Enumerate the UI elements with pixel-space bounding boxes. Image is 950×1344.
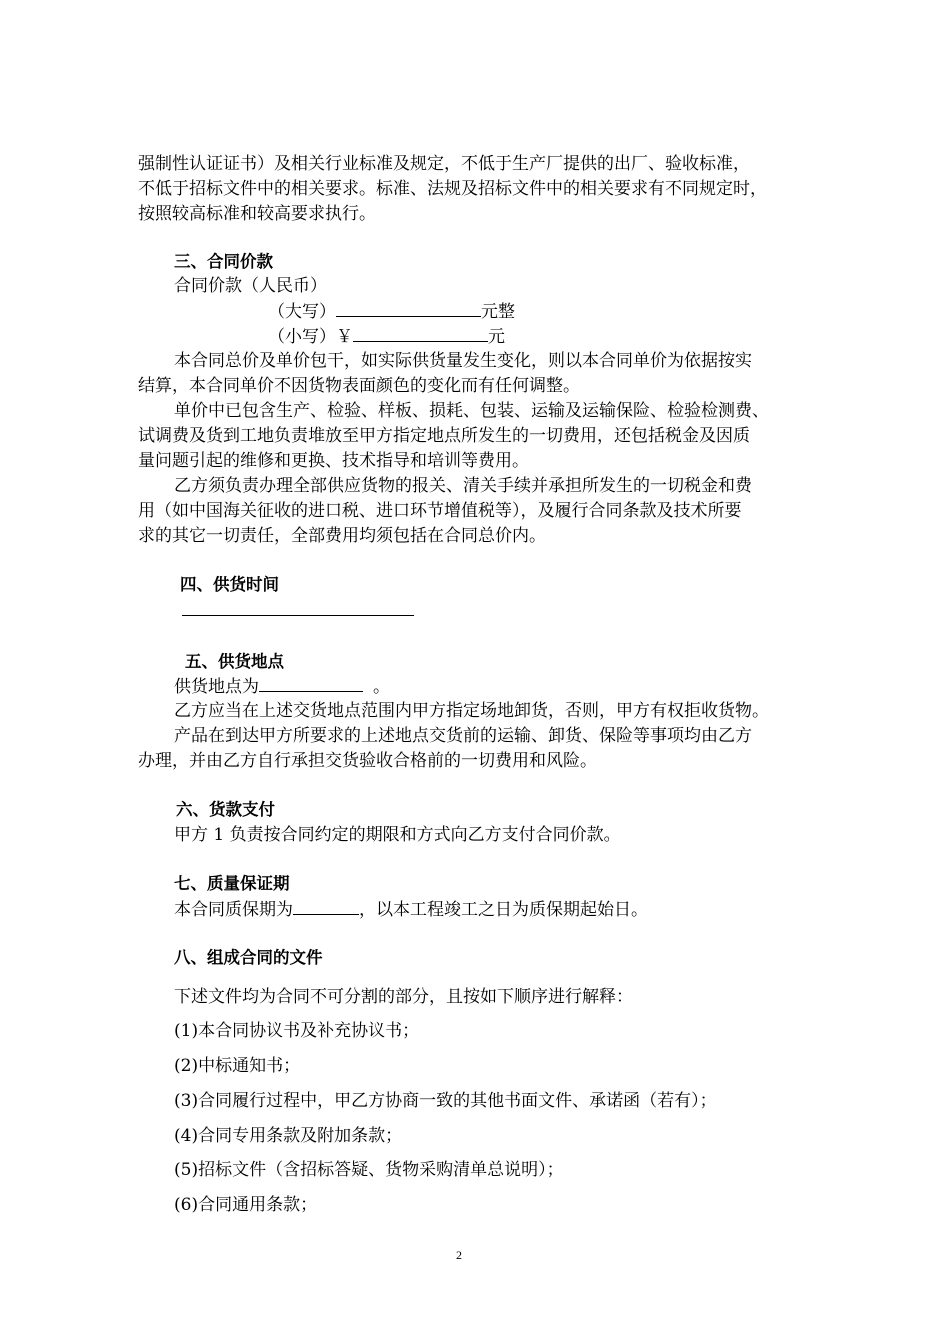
- section-8-title: 八、组成合同的文件: [174, 948, 323, 967]
- contract-doc-item: (2)中标通知书；: [174, 1056, 301, 1076]
- price-lowercase-suffix: 元: [488, 327, 505, 347]
- section-3-para-3-line-3: 求的其它一切责任，全部费用均须包括在合同总价内。: [138, 526, 546, 546]
- section-6-para-1: 甲方 1 负责按合同约定的期限和方式向乙方支付合同价款。: [174, 825, 621, 845]
- supply-place-suffix: 。: [373, 677, 390, 697]
- section-3-para-2-line-1: 单价中已包含生产、检验、样板、损耗、包装、运输及运输保险、检验检测费、: [174, 401, 769, 421]
- section-3-para-2-line-3: 量问题引起的维修和更换、技术指导和培训等费用。: [138, 451, 529, 471]
- section-8-intro: 下述文件均为合同不可分割的部分，且按如下顺序进行解释：: [174, 987, 633, 1007]
- section-5-para-2-line-2: 办理，并由乙方自行承担交货验收合格前的一切费用和风险。: [138, 751, 597, 771]
- section-3-title: 三、合同价款: [174, 252, 273, 271]
- price-uppercase-prefix: （大写）: [268, 302, 336, 322]
- section-5-title: 五、供货地点: [185, 652, 284, 671]
- supply-place-blank[interactable]: [259, 674, 363, 692]
- price-uppercase-blank[interactable]: [336, 299, 481, 317]
- intro-line-3: 按照较高标准和较高要求执行。: [138, 204, 376, 224]
- warranty-period-blank[interactable]: [293, 897, 359, 915]
- price-lowercase-line: [268, 324, 505, 349]
- intro-line-2: 不低于招标文件中的相关要求。标准、法规及招标文件中的相关要求有不同规定时，: [138, 179, 767, 199]
- page-number: 2: [456, 1248, 462, 1262]
- contract-doc-item: (5)招标文件（含招标答疑、货物采购清单总说明）；: [174, 1160, 564, 1180]
- section-3-para-3-line-2: 用（如中国海关征收的进口税、进口环节增值税等），及履行合同条款及技术所要: [138, 501, 742, 521]
- contract-doc-item: (4)合同专用条款及附加条款；: [174, 1126, 403, 1146]
- price-uppercase-suffix: 元整: [481, 302, 515, 322]
- intro-line-1: 强制性认证证书）及相关行业标准及规定，不低于生产厂提供的出厂、验收标准，: [138, 154, 750, 174]
- contract-doc-item: (6)合同通用条款；: [174, 1195, 318, 1215]
- price-uppercase-line: [268, 299, 515, 324]
- warranty-prefix: 本合同质保期为: [174, 900, 293, 920]
- supply-place-line: [174, 674, 390, 699]
- section-3-para-3-line-1: 乙方须负责办理全部供应货物的报关、清关手续并承担所发生的一切税金和费: [174, 476, 752, 496]
- section-3-para-1-line-1: 本合同总价及单价包干，如实际供货量发生变化，则以本合同单价为依据按实: [174, 351, 752, 371]
- warranty-suffix: ，以本工程竣工之日为质保期起始日。: [359, 900, 648, 920]
- section-3-para-2-line-2: 试调费及货到工地负责堆放至甲方指定地点所发生的一切费用，还包括税金及因质: [138, 426, 750, 446]
- supply-place-prefix: 供货地点为: [174, 677, 259, 697]
- price-label: 合同价款（人民币）: [174, 276, 327, 296]
- contract-doc-item: (3)合同履行过程中，甲乙方协商一致的其他书面文件、承诺函（若有）；: [174, 1091, 717, 1111]
- section-5-para-1: 乙方应当在上述交货地点范围内甲方指定场地卸货，否则，甲方有权拒收货物。: [174, 701, 769, 721]
- section-4-title: 四、供货时间: [180, 575, 279, 594]
- contract-doc-item: (1)本合同协议书及补充协议书；: [174, 1021, 420, 1041]
- section-5-para-2-line-1: 产品在到达甲方所要求的上述地点交货前的运输、卸货、保险等事项均由乙方: [174, 726, 752, 746]
- section-6-title: 六、货款支付: [176, 800, 275, 819]
- price-lowercase-prefix: （小写）￥: [268, 327, 353, 347]
- section-7-title: 七、质量保证期: [174, 874, 290, 893]
- section-3-para-1-line-2: 结算，本合同单价不因货物表面颜色的变化而有任何调整。: [138, 376, 580, 396]
- price-lowercase-blank[interactable]: [353, 324, 488, 342]
- warranty-line: [174, 897, 648, 922]
- supply-time-blank[interactable]: [182, 615, 414, 616]
